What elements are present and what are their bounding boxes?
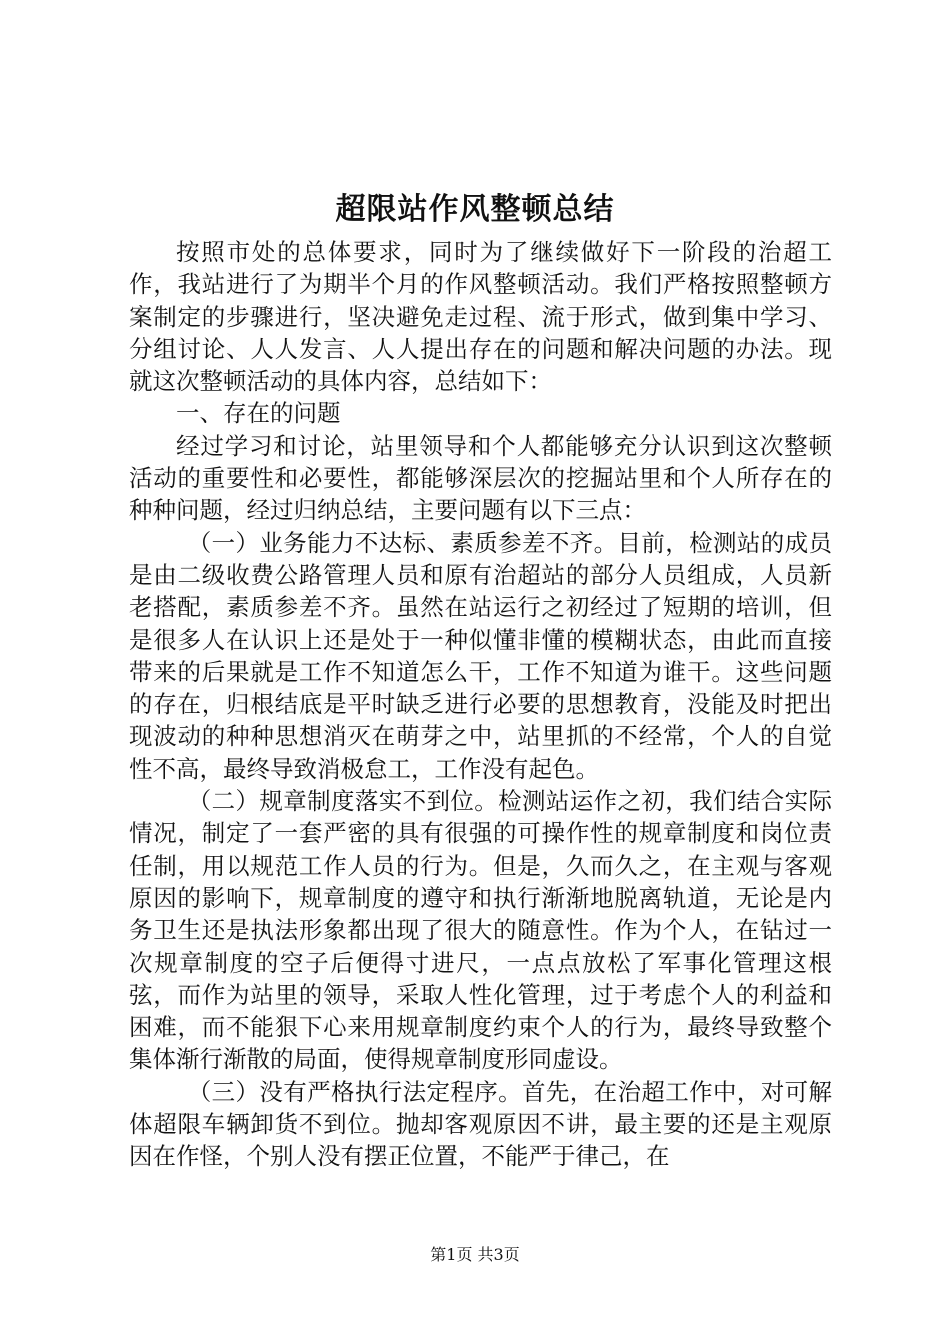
document-title: 超限站作风整顿总结: [335, 192, 615, 227]
page-footer: 第1页 共3页: [430, 1245, 520, 1264]
section-heading-problems: 一、存在的问题: [176, 399, 341, 428]
document-body: [129, 236, 832, 1173]
intro-paragraph: 按照市处的总体要求，同时为了继续做好下一阶段的治超工作，我站进行了为期半个月的作风整顿活动。我们严格按照整顿方案制定的步骤进行，坚决避免走过程、流于形式，做到集中学习、分组讨论、人人发言、人人提出存在的问题和解决问题的办法。现就这次整顿活动的具体内容，总结如下：: [129, 238, 832, 396]
problem-2-paragraph: （二）规章制度落实不到位。检测站运作之初，我们结合实际情况，制定了一套严密的具有很强的可操作性的规章制度和岗位责任制，用以规范工作人员的行为。但是，久而久之，在主观与客观原因的影响下，规章制度的遵守和执行渐渐地脱离轨道，无论是内务卫生还是执法形象都出现了很大的随意性。作为个人，在钻过一次规章制度的空子后便得寸进尺，一点点放松了军事化管理这根弦，而作为站里的领导，采取人性化管理，过于考虑个人的利益和困难，而不能狠下心来用规章制度约束个人的行为，最终导致整个集体渐行渐散的局面，使得规章制度形同虚设。: [129, 787, 832, 1074]
problems-summary-paragraph: 经过学习和讨论，站里领导和个人都能够充分认识到这次整顿活动的重要性和必要性，都能够深层次的挖掘站里和个人所存在的种种问题，经过归纳总结，主要问题有以下三点：: [129, 431, 832, 525]
problem-3-paragraph: （三）没有严格执行法定程序。首先，在治超工作中，对可解体超限车辆卸货不到位。抛却客观原因不讲，最主要的还是主观原因在作怪，个别人没有摆正位置，不能严于律己，在: [129, 1077, 832, 1171]
problem-1-paragraph: （一）业务能力不达标、素质参差不齐。目前，检测站的成员是由二级收费公路管理人员和原有治超站的部分人员组成，人员新老搭配，素质参差不齐。虽然在站运行之初经过了短期的培训，但是很多人在认识上还是处于一种似懂非懂的模糊状态，由此而直接带来的后果就是工作不知道怎么干，工作不知道为谁干。这些问题的存在，归根结底是平时缺乏进行必要的思想教育，没能及时把出现波动的种种思想消灭在萌芽之中，站里抓的不经常，个人的自觉性不高，最终导致消极怠工，工作没有起色。: [129, 528, 832, 783]
